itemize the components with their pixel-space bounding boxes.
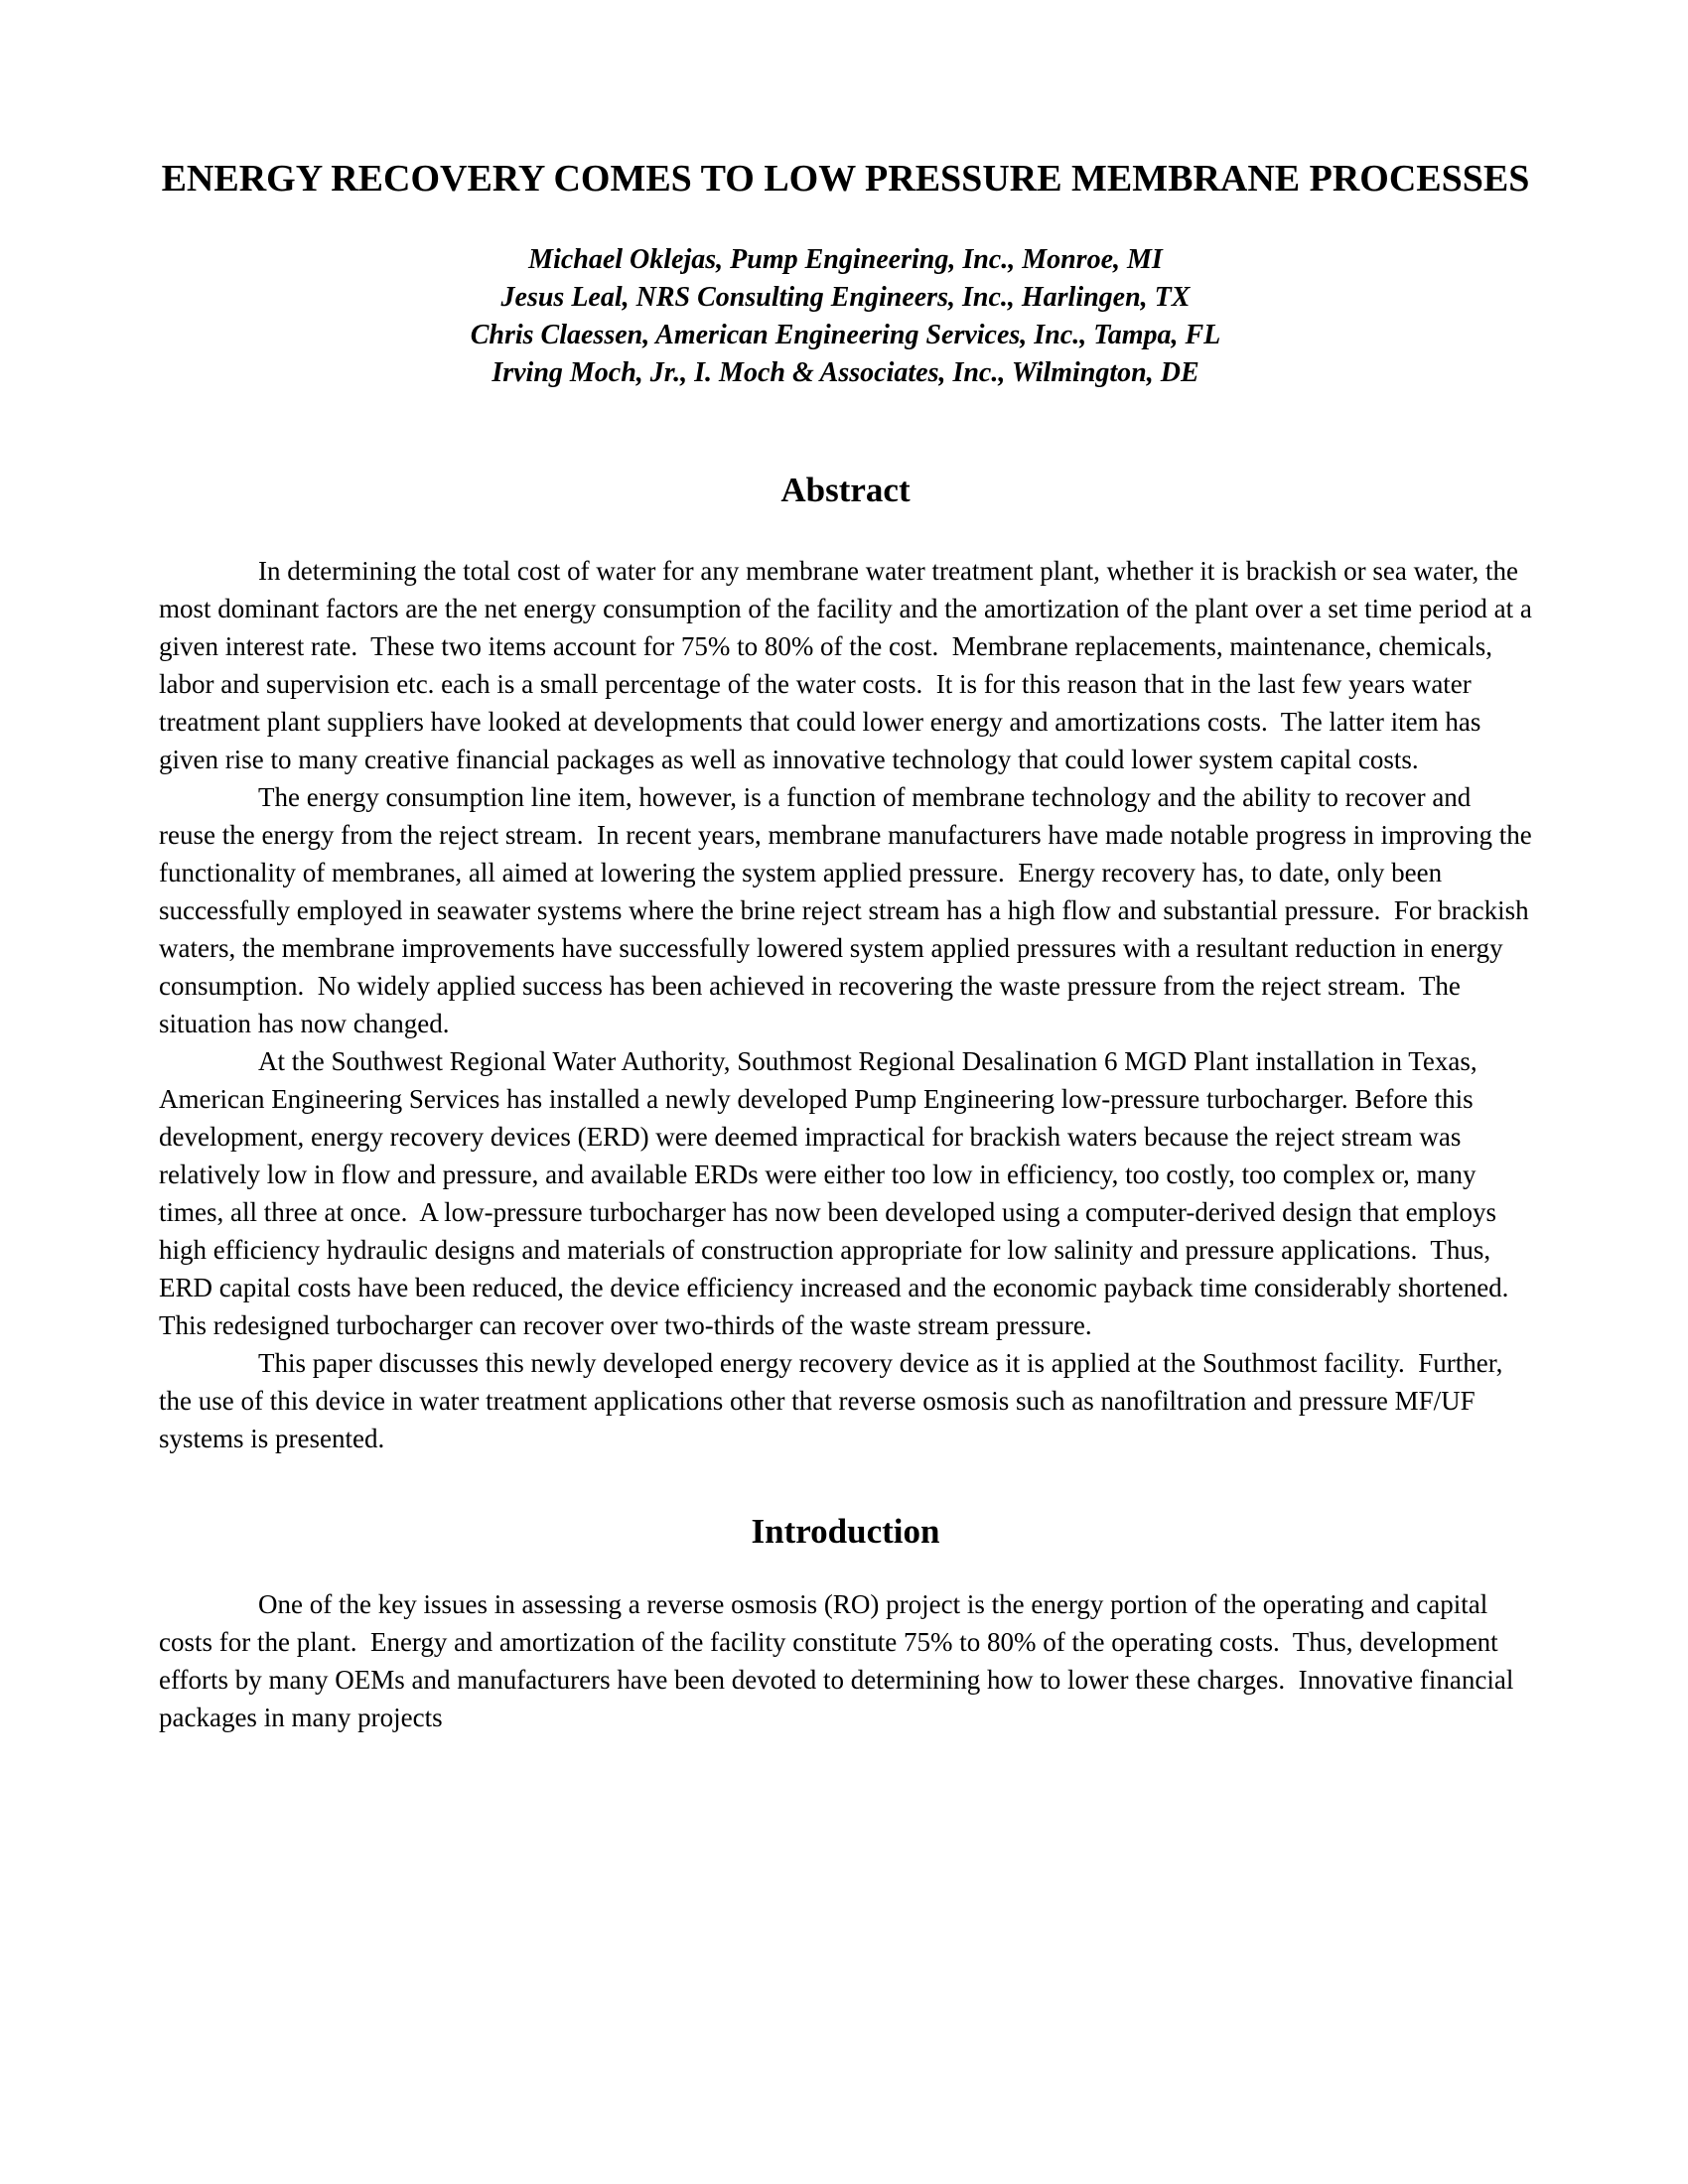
author-list [159, 241, 1532, 392]
abstract-paragraph-4: This paper discusses this newly developed energy recovery device as it is applied at the Southmost facility. Further, the use of this device in water treatment applications other that reverse osmosis such as nanofiltration and pressure MF/UF systems is presented. [159, 1348, 1510, 1453]
author-line-2: Jesus Leal, NRS Consulting Engineers, Inc., Harlingen, TX [500, 282, 1191, 313]
paper-title: ENERGY RECOVERY COMES TO LOW PRESSURE MEMBRANE PROCESSES [161, 158, 1530, 200]
introduction-heading: Introduction [751, 1512, 940, 1551]
abstract-paragraph-2: The energy consumption line item, however, is a function of membrane technology and the ability to recover and reuse the energy from the reject stream. In recent years, membrane manufacturers have made notable progress in improving the functionality of membranes, all aimed at lowering the system applied pressure. Energy recovery has, to date, only been successfully employed in seawater systems where the brine reject stream has a high flow and substantial pressure. For brackish waters, the membrane improvements have successfully lowered system applied pressures with a resultant reduction in energy consumption. No widely applied success has been achieved in recovering the waste pressure from the reject stream. The situation has now changed. [159, 782, 1539, 1038]
abstract-paragraph-1: In determining the total cost of water for any membrane water treatment plant, whether it is brackish or sea water, the most dominant factors are the net energy consumption of the facility and the amortization of the plant over a set time period at a given interest rate. These two items account for 75% to 80% of the cost. Membrane replacements, maintenance, chemicals, labor and supervision etc. each is a small percentage of the water costs. It is for this reason that in the last few years water treatment plant suppliers have looked at developments that could lower energy and amortizations costs. The latter item has given rise to many creative financial packages as well as innovative technology that could lower system capital costs. [159, 556, 1539, 774]
abstract-paragraph-3: At the Southwest Regional Water Authority, Southmost Regional Desalination 6 MGD Plant installation in Texas, American Engineering Services has installed a newly developed Pump Engineering low-pressure turbocharger. Before this development, energy recovery devices (ERD) were deemed impractical for brackish waters because the reject stream was relatively low in flow and pressure, and available ERDs were either too low in efficiency, too costly, too complex or, many times, all three at once. A low-pressure turbocharger has now been developed using a computer-derived design that employs high efficiency hydraulic designs and materials of construction appropriate for low salinity and pressure applications. Thus, ERD capital costs have been reduced, the device efficiency increased and the economic payback time considerably shortened. This redesigned turbocharger can recover over two-thirds of the waste stream pressure. [159, 1046, 1522, 1340]
author-line-4: Irving Moch, Jr., I. Moch & Associates, Inc., Wilmington, DE [492, 357, 1199, 388]
abstract-heading: Abstract [780, 471, 911, 509]
introduction-paragraph-1: One of the key issues in assessing a reverse osmosis (RO) project is the energy portion of the operating and capital costs for the plant. Energy and amortization of the facility constitute 75% to 80% of the operating costs. Thus, development efforts by many OEMs and manufacturers have been devoted to determining how to lower these charges. Innovative financial packages in many projects [159, 1589, 1521, 1732]
author-line-1: Michael Oklejas, Pump Engineering, Inc., Monroe, MI [528, 244, 1163, 275]
author-line-3: Chris Claessen, American Engineering Services, Inc., Tampa, FL [470, 320, 1221, 350]
